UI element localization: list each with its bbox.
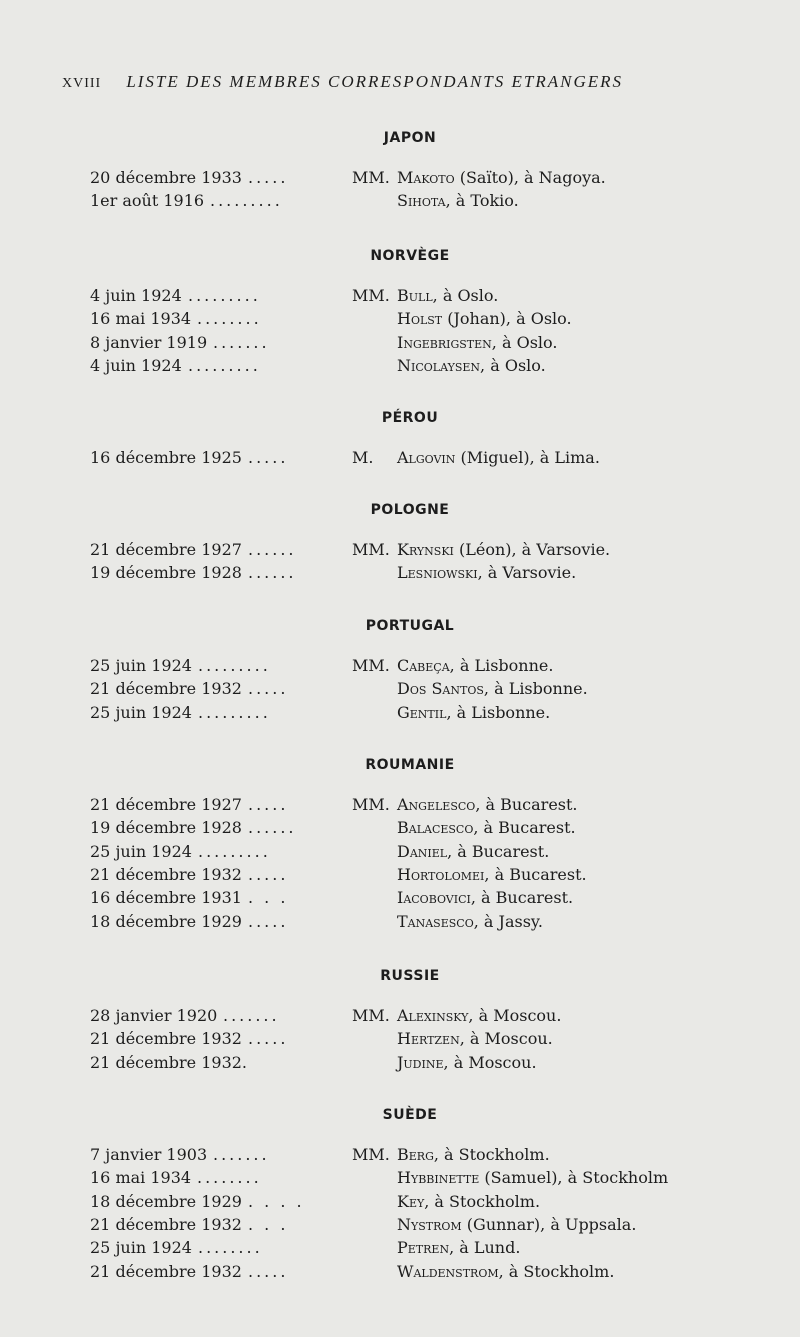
member-detail: , à Bucarest. — [473, 818, 576, 838]
member-entry — [397, 354, 546, 378]
member-name: Holst — [397, 309, 443, 329]
member-row — [0, 446, 800, 470]
leader-dots: ........ — [197, 309, 262, 329]
leader-dots: ..... — [248, 795, 289, 814]
member-row — [0, 1051, 800, 1075]
country-heading: SUÈDE — [382, 1107, 438, 1123]
member-detail: (Gunnar), à Uppsala. — [461, 1214, 637, 1234]
member-detail: , à Lisbonne. — [483, 679, 588, 699]
member-detail: , à Moscou. — [468, 1006, 562, 1025]
member-name: Nystrom — [397, 1214, 462, 1234]
election-date: 21 décembre 1932 — [90, 679, 242, 699]
leader-dots: ....... — [213, 332, 270, 352]
member-row — [0, 1004, 800, 1028]
election-date: 21 décembre 1932 — [90, 1214, 242, 1234]
election-date: 21 décembre 1932 — [90, 1029, 242, 1049]
member-detail: , à Lisbonne. — [449, 656, 554, 675]
member-row — [0, 816, 800, 840]
election-date: 25 juin 1924 — [90, 841, 192, 861]
election-date: 28 janvier 1920 — [90, 1006, 218, 1025]
member-name: Iacobovici — [397, 888, 471, 908]
member-entry — [397, 910, 543, 934]
member-entry — [397, 654, 553, 678]
member-entry — [397, 1143, 550, 1167]
member-row — [0, 307, 800, 331]
member-name: Krynski — [397, 540, 454, 559]
member-detail: , à Moscou. — [459, 1029, 553, 1049]
election-date: 7 janvier 1903 — [90, 1145, 208, 1164]
member-detail: , à Oslo. — [491, 332, 558, 352]
member-row — [0, 331, 800, 355]
member-row — [0, 910, 800, 934]
member-entry — [397, 1027, 553, 1051]
member-detail: (Saïto), à Nagoya. — [454, 168, 606, 187]
member-row — [0, 284, 800, 308]
member-row — [0, 189, 800, 213]
member-detail: , à Bucarest. — [484, 864, 587, 884]
country-heading: JAPON — [383, 130, 437, 146]
member-entry — [397, 793, 578, 817]
leader-dots: ......... — [188, 286, 261, 305]
member-entry — [397, 1004, 561, 1028]
member-detail: (Miguel), à Lima. — [455, 448, 600, 467]
member-detail: , à Oslo. — [480, 355, 546, 375]
country-heading: NORVÈGE — [370, 248, 450, 264]
member-row — [0, 793, 800, 817]
election-date: 16 mai 1934 — [90, 309, 192, 329]
leader-dots: ......... — [198, 656, 271, 675]
member-detail: , à Stockholm. — [424, 1191, 541, 1211]
leader-dots: ..... — [248, 1029, 289, 1049]
member-row — [0, 1236, 800, 1260]
member-entry — [397, 701, 550, 725]
election-date: 1er août 1916 — [90, 191, 205, 211]
member-name: Key — [397, 1191, 425, 1211]
member-entry — [397, 189, 519, 213]
member-entry — [397, 1051, 537, 1075]
election-date: 8 janvier 1919 — [90, 332, 208, 352]
member-row — [0, 886, 800, 910]
member-row — [0, 166, 800, 190]
honorific: M. — [352, 448, 374, 467]
member-row — [0, 1027, 800, 1051]
member-entry — [397, 1260, 614, 1284]
leader-dots: ........ — [198, 1238, 263, 1258]
member-detail: , à Bucarest. — [470, 888, 574, 908]
member-name: Gentil — [397, 702, 447, 722]
member-row — [0, 677, 800, 701]
leader-dots: ..... — [248, 448, 289, 467]
leader-dots: ......... — [198, 702, 271, 722]
member-row — [0, 1143, 800, 1167]
country-heading: POLOGNE — [370, 502, 450, 518]
leader-dots: ...... — [248, 818, 297, 838]
member-detail: (Samuel), à Stockholm — [479, 1168, 669, 1188]
member-name: Sihota — [397, 191, 446, 211]
member-detail: , à Bucarest. — [475, 795, 578, 814]
honorific: MM. — [352, 1006, 390, 1025]
leader-dots: ......... — [210, 191, 283, 211]
member-name: Makoto — [397, 168, 455, 187]
member-detail: , à Bucarest. — [447, 841, 550, 861]
election-date: 20 décembre 1933 — [90, 168, 242, 187]
election-date: 18 décembre 1929 — [90, 911, 242, 931]
member-row — [0, 701, 800, 725]
country-heading: RUSSIE — [380, 968, 440, 984]
member-name: Dos Santos — [397, 679, 484, 699]
election-date: 25 juin 1924 — [90, 656, 192, 675]
member-detail: , à Varsovie. — [477, 563, 577, 583]
member-row — [0, 1260, 800, 1284]
election-date: 21 décembre 1932 — [90, 864, 242, 884]
leader-dots: ...... — [248, 540, 297, 559]
election-date: 21 décembre 1932. — [90, 1052, 248, 1072]
member-entry — [397, 446, 600, 470]
election-date: 16 décembre 1925 — [90, 448, 242, 467]
member-row — [0, 538, 800, 562]
honorific: MM. — [352, 656, 390, 675]
election-date: 16 mai 1934 — [90, 1168, 192, 1188]
member-detail: , à Stockholm. — [498, 1261, 615, 1281]
election-date: 25 juin 1924 — [90, 702, 192, 722]
honorific: MM. — [352, 795, 390, 814]
member-entry — [397, 284, 498, 308]
election-date: 21 décembre 1927 — [90, 540, 242, 559]
leader-dots: . . . . — [248, 1191, 305, 1211]
country-heading: ROUMANIE — [365, 757, 455, 773]
honorific: MM. — [352, 168, 390, 187]
member-name: Petren — [397, 1238, 450, 1258]
member-detail: , à Jassy. — [473, 911, 543, 931]
page-header — [62, 72, 762, 98]
election-date: 21 décembre 1932 — [90, 1261, 242, 1281]
member-name: Tanasesco — [397, 911, 474, 931]
member-name: Judine — [397, 1052, 444, 1072]
leader-dots: ..... — [248, 168, 289, 187]
election-date: 19 décembre 1928 — [90, 563, 242, 583]
election-date: 4 juin 1924 — [90, 355, 182, 375]
leader-dots: ......... — [198, 841, 271, 861]
member-entry — [397, 1190, 540, 1214]
member-row — [0, 354, 800, 378]
member-name: Hortolomei — [397, 864, 485, 884]
leader-dots: . . . — [248, 1214, 289, 1234]
country-heading: PÉROU — [381, 410, 439, 426]
member-name: Cabeça — [397, 656, 450, 675]
member-name: Ingebrigsten — [397, 332, 492, 352]
election-date: 16 décembre 1931 — [90, 888, 242, 908]
member-row — [0, 863, 800, 887]
running-title: LISTE DES MEMBRES CORRESPONDANTS ETRANGERS — [126, 72, 624, 91]
leader-dots: ....... — [223, 1006, 280, 1025]
member-detail: (Léon), à Varsovie. — [453, 540, 611, 559]
member-row — [0, 1213, 800, 1237]
member-name: Nicolaysen — [397, 355, 481, 375]
member-entry — [397, 307, 572, 331]
member-detail: , à Lund. — [449, 1238, 521, 1258]
honorific: MM. — [352, 286, 390, 305]
country-heading: PORTUGAL — [365, 618, 455, 634]
member-entry — [397, 1213, 636, 1237]
member-entry — [397, 886, 573, 910]
leader-dots: . . . — [248, 888, 289, 908]
member-name: Hertzen — [397, 1029, 460, 1049]
member-entry — [397, 561, 576, 585]
member-entry — [397, 677, 588, 701]
member-name: Balacesco — [397, 818, 474, 838]
member-row — [0, 840, 800, 864]
member-detail: , à Stockholm. — [433, 1145, 550, 1164]
page-number: XVIII — [62, 76, 102, 91]
member-row — [0, 1166, 800, 1190]
member-name: Algovin — [397, 448, 456, 467]
election-date: 19 décembre 1928 — [90, 818, 242, 838]
honorific: MM. — [352, 540, 390, 559]
member-row — [0, 654, 800, 678]
leader-dots: ......... — [188, 355, 261, 375]
member-entry — [397, 840, 549, 864]
member-detail: , à Lisbonne. — [446, 702, 551, 722]
leader-dots: ....... — [213, 1145, 270, 1164]
member-row — [0, 561, 800, 585]
member-row — [0, 1190, 800, 1214]
member-entry — [397, 863, 587, 887]
election-date: 25 juin 1924 — [90, 1238, 192, 1258]
member-name: Hybbinette — [397, 1168, 480, 1188]
election-date: 18 décembre 1929 — [90, 1191, 242, 1211]
leader-dots: ..... — [248, 679, 289, 699]
member-entry — [397, 331, 557, 355]
leader-dots: ..... — [248, 1261, 289, 1281]
member-detail: , à Moscou. — [443, 1052, 537, 1072]
member-name: Lesniowski — [397, 563, 478, 583]
leader-dots: ........ — [197, 1168, 262, 1188]
member-name: Waldenstrom — [397, 1261, 499, 1281]
leader-dots: ..... — [248, 864, 289, 884]
election-date: 21 décembre 1927 — [90, 795, 242, 814]
election-date: 4 juin 1924 — [90, 286, 182, 305]
leader-dots: ..... — [248, 911, 289, 931]
honorific: MM. — [352, 1145, 390, 1164]
leader-dots: ...... — [248, 563, 297, 583]
member-entry — [397, 1166, 668, 1190]
member-entry — [397, 816, 576, 840]
member-name: Berg — [397, 1145, 434, 1164]
member-name: Daniel — [397, 841, 448, 861]
member-detail: , à Tokio. — [445, 191, 519, 211]
member-name: Angelesco — [397, 795, 476, 814]
member-name: Bull — [397, 286, 433, 305]
member-entry — [397, 166, 606, 190]
member-entry — [397, 538, 610, 562]
member-detail: , à Oslo. — [432, 286, 499, 305]
member-detail: (Johan), à Oslo. — [442, 309, 572, 329]
member-name: Alexinsky — [397, 1006, 469, 1025]
member-entry — [397, 1236, 520, 1260]
